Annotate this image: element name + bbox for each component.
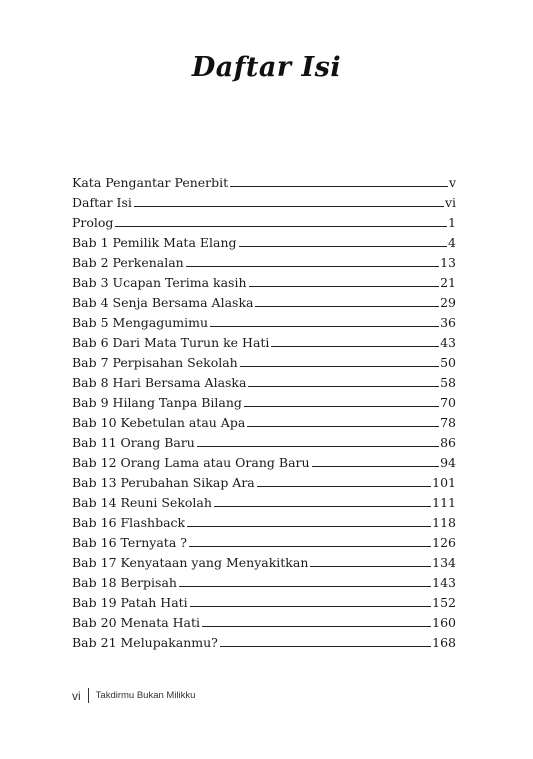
toc-entry-page: 29 (440, 295, 456, 310)
page-title: Daftar Isi (191, 52, 342, 83)
table-of-contents (72, 170, 456, 650)
toc-entry-page: 168 (432, 635, 456, 650)
toc-entry-label: Bab 18 Berpisah (72, 575, 177, 590)
toc-leader-line (257, 485, 431, 487)
toc-leader-line (214, 505, 431, 507)
toc-entry-label: Bab 4 Senja Bersama Alaska (72, 295, 254, 310)
toc-entry-page: 13 (440, 255, 456, 270)
toc-leader-line (255, 305, 439, 307)
toc-entry (72, 450, 456, 470)
toc-entry-page: 50 (440, 355, 456, 370)
toc-entry-label: Bab 8 Hari Bersama Alaska (72, 375, 247, 390)
toc-entry (72, 410, 456, 430)
toc-entry (72, 230, 456, 250)
toc-leader-line (202, 625, 431, 627)
toc-leader-line (247, 425, 439, 427)
toc-entry (72, 610, 456, 630)
toc-entry (72, 550, 456, 570)
toc-leader-line (210, 325, 439, 327)
toc-entry-label: Bab 5 Mengagumimu (72, 315, 209, 330)
toc-leader-line (244, 405, 439, 407)
toc-entry-page: 118 (432, 515, 456, 530)
toc-entry-label: Bab 16 Ternyata ? (72, 535, 187, 550)
toc-entry-page: 1 (448, 215, 456, 230)
toc-entry-label: Bab 12 Orang Lama atau Orang Baru (72, 455, 310, 470)
toc-leader-line (197, 445, 439, 447)
toc-entry-label: Bab 7 Perpisahan Sekolah (72, 355, 238, 370)
toc-entry-page: 70 (440, 395, 456, 410)
toc-entry-label: Bab 3 Ucapan Terima kasih (72, 275, 247, 290)
toc-entry (72, 270, 456, 290)
toc-leader-line (187, 525, 431, 527)
toc-entry-page: 58 (440, 375, 456, 390)
toc-entry-label: Bab 6 Dari Mata Turun ke Hati (72, 335, 270, 350)
toc-entry-page: 43 (440, 335, 456, 350)
toc-entry (72, 570, 456, 590)
toc-leader-line (115, 225, 447, 227)
toc-entry (72, 310, 456, 330)
toc-leader-line (249, 285, 440, 287)
toc-leader-line (186, 265, 439, 267)
toc-entry-page: 78 (440, 415, 456, 430)
toc-entry-label: Bab 11 Orang Baru (72, 435, 195, 450)
toc-entry-page: 94 (440, 455, 456, 470)
toc-entry (72, 250, 456, 270)
toc-entry (72, 590, 456, 610)
toc-entry-label: Bab 10 Kebetulan atau Apa (72, 415, 246, 430)
toc-entry (72, 510, 456, 530)
toc-entry-label: Bab 21 Melupakanmu? (72, 635, 218, 650)
toc-entry (72, 370, 456, 390)
toc-entry-page: 101 (432, 475, 456, 490)
toc-leader-line (239, 245, 448, 247)
toc-leader-line (240, 365, 439, 367)
toc-entry (72, 430, 456, 450)
toc-entry (72, 330, 456, 350)
toc-entry-page: 126 (432, 535, 456, 550)
toc-leader-line (189, 545, 431, 547)
toc-leader-line (310, 565, 431, 567)
toc-leader-line (248, 385, 439, 387)
toc-leader-line (190, 605, 431, 607)
toc-leader-line (230, 185, 448, 187)
toc-entry (72, 170, 456, 190)
toc-leader-line (271, 345, 439, 347)
toc-entry-label: Daftar Isi (72, 195, 132, 210)
toc-entry (72, 390, 456, 410)
toc-entry (72, 490, 456, 510)
toc-entry-page: 36 (440, 315, 456, 330)
toc-entry (72, 470, 456, 490)
toc-entry-page: 111 (432, 495, 456, 510)
toc-entry-label: Kata Pengantar Penerbit (72, 175, 229, 190)
toc-entry-page: 4 (448, 235, 456, 250)
toc-entry (72, 210, 456, 230)
toc-entry (72, 290, 456, 310)
toc-entry (72, 350, 456, 370)
toc-entry (72, 530, 456, 550)
toc-entry-label: Bab 9 Hilang Tanpa Bilang (72, 395, 242, 410)
footer-book-title: Takdirmu Bukan Milikku (95, 690, 196, 701)
toc-entry-page: 160 (432, 615, 456, 630)
toc-entry-page: 134 (432, 555, 456, 570)
footer-page-number: vi (72, 688, 81, 703)
toc-leader-line (312, 465, 440, 467)
toc-entry-label: Bab 17 Kenyataan yang Menyakitkan (72, 555, 309, 570)
toc-entry-label: Bab 14 Reuni Sekolah (72, 495, 212, 510)
toc-entry-label: Bab 16 Flashback (72, 515, 186, 530)
toc-entry-label: Bab 19 Patah Hati (72, 595, 188, 610)
toc-entry-label: Bab 13 Perubahan Sikap Ara (72, 475, 255, 490)
toc-entry-label: Prolog (72, 215, 114, 230)
footer-divider (88, 688, 89, 703)
toc-leader-line (134, 205, 444, 207)
toc-leader-line (220, 645, 431, 647)
toc-entry-page: 21 (440, 275, 456, 290)
toc-entry (72, 190, 456, 210)
toc-entry-label: Bab 1 Pemilik Mata Elang (72, 235, 237, 250)
toc-entry-page: 152 (432, 595, 456, 610)
toc-entry-page: v (448, 175, 456, 190)
toc-entry-label: Bab 2 Perkenalan (72, 255, 184, 270)
toc-leader-line (179, 585, 431, 587)
toc-entry-page: 143 (432, 575, 456, 590)
toc-entry-page: 86 (440, 435, 456, 450)
toc-entry-label: Bab 20 Menata Hati (72, 615, 201, 630)
toc-entry (72, 630, 456, 650)
toc-entry-page: vi (444, 195, 456, 210)
page-footer (72, 688, 195, 703)
